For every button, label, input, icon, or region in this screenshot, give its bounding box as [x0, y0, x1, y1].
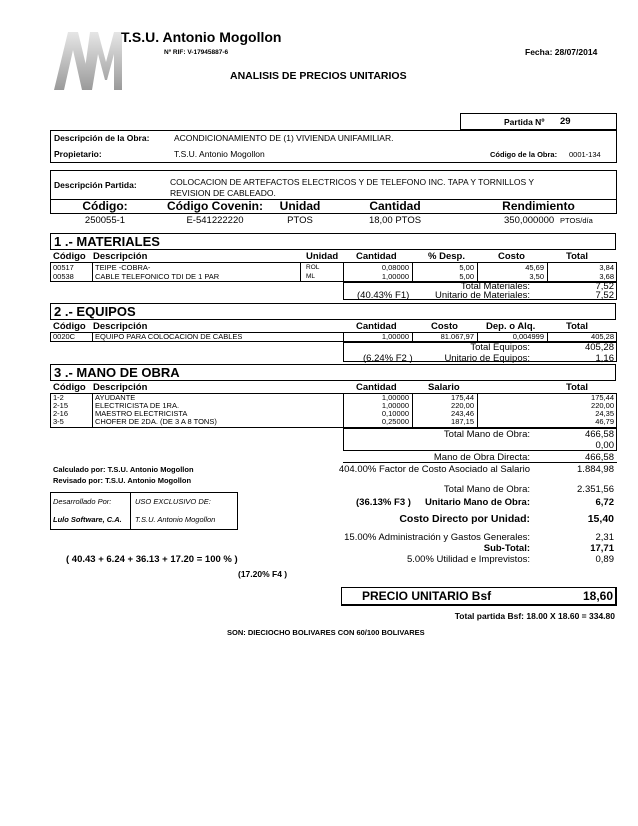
mat-cantidad: 0,08000: [381, 263, 409, 272]
desarrollado-por: Desarrollado Por:: [53, 497, 112, 506]
codigo-header: Código:: [82, 199, 128, 213]
mat-desp: 5,00: [459, 272, 474, 281]
costo-directo-label: Costo Directo por Unidad:: [399, 513, 530, 525]
mo-h-salario: Salario: [428, 382, 460, 393]
covenin-value: E-541222220: [186, 215, 244, 226]
son-amount-words: SON: DIECIOCHO BOLIVARES CON 60/100 BOLIVARES: [227, 628, 425, 637]
company-name: T.S.U. Antonio Mogollon: [121, 29, 282, 45]
uso-exclusivo: USO EXCLUSIVO DE:: [135, 497, 211, 506]
total-partida: Total partida Bsf: 18.00 X 18.60 = 334.80: [454, 611, 615, 621]
eq-cantidad: 1,00000: [381, 332, 409, 341]
eq-f2: (6.24% F2 ): [363, 353, 413, 364]
software-user: T.S.U. Antonio Mogollon: [135, 515, 216, 524]
mat-unitario-value: 7,52: [595, 290, 614, 301]
covenin-header: Código Covenin:: [167, 199, 263, 213]
utilidad-label: 5.00% Utilidad e Imprevistos:: [406, 554, 530, 565]
mat-descripcion: TEIPE -COBRA-: [95, 263, 151, 272]
mat-unidad: ROL: [306, 264, 320, 271]
partida-number: 29: [560, 116, 571, 127]
mat-codigo: 00538: [53, 272, 74, 281]
mat-total-label: Total Materiales:: [460, 281, 530, 292]
mo-cantidad: 1,00000: [381, 393, 409, 402]
mo-col-line: [477, 393, 478, 428]
mo-codigo: 1-2: [53, 393, 64, 402]
mo-cantidad: 0,10000: [381, 409, 409, 418]
mat-unidad: ML: [306, 273, 316, 280]
eq-h-costo: Costo: [431, 321, 458, 332]
descripcion-partida-line1: COLOCACION DE ARTEFACTOS ELECTRICOS Y DE TELEFONO INC. TAPA Y TORNILLOS Y: [170, 177, 535, 187]
rif-number: Nº RIF: V-17945887-6: [164, 49, 229, 56]
mo-h-descripcion: Descripción: [93, 382, 148, 393]
date: Fecha: 28/07/2014: [525, 47, 598, 57]
mat-h-total: Total: [566, 251, 588, 262]
mo-total: 24,35: [595, 409, 614, 418]
eq-unitario-label: Unitario de Equipos:: [444, 353, 530, 364]
mat-costo: 45,69: [525, 263, 544, 272]
mo-salario: 220,00: [451, 401, 474, 410]
mo-directa-value: 466,58: [584, 452, 614, 463]
cantidad-value: 18,00 PTOS: [368, 215, 422, 226]
descripcion-obra-label: Descripción de la Obra:: [54, 133, 150, 143]
rendimiento-value: 350,000000: [504, 215, 555, 226]
eq-costo: 81.067,97: [440, 332, 474, 341]
eq-total: 405,28: [591, 332, 614, 341]
mo-descripcion: AYUDANTE: [95, 393, 136, 402]
mat-total: 3,68: [599, 272, 614, 281]
mo-cantidad: 1,00000: [381, 401, 409, 410]
mo-total: 46,79: [595, 417, 614, 426]
mo-factor-value: 1.884,98: [577, 464, 614, 475]
eq-h-descripcion: Descripción: [93, 321, 148, 332]
mo-total2-label: Total Mano de Obra:: [443, 484, 530, 495]
revisado-por: Revisado por: T.S.U. Antonio Mogollon: [53, 476, 192, 485]
mat-codigo: 00517: [53, 263, 74, 272]
eq-total-value: 405,28: [584, 342, 614, 353]
propietario-label: Propietario:: [54, 149, 102, 159]
propietario: T.S.U. Antonio Mogollon: [174, 149, 265, 159]
materiales-section-title: 1 .- MATERIALES: [50, 233, 616, 250]
subtotal-label: Sub-Total:: [483, 543, 530, 554]
mo-h-codigo: Código: [53, 382, 86, 393]
mo-unitario-value: 6,72: [595, 497, 614, 508]
mo-total: 175,44: [591, 393, 614, 402]
mo-col-line: [92, 393, 93, 428]
document-title: ANALISIS DE PRECIOS UNITARIOS: [230, 70, 407, 82]
mo-descripcion: MAESTRO ELECTRICISTA: [95, 409, 188, 418]
utilidad-value: 0,89: [595, 554, 614, 565]
mat-total-value: 7,52: [595, 281, 614, 292]
mat-col-line: [92, 262, 93, 282]
mo-cantidad: 0,25000: [381, 417, 409, 426]
admin-label: 15.00% Administración y Gastos Generales:: [344, 532, 530, 543]
mo-f3: (36.13% F3 ): [356, 497, 411, 508]
mo-unitario-label: Unitario Mano de Obra:: [424, 497, 530, 508]
descripcion-partida-label: Descripción Partida:: [54, 180, 137, 190]
mo-h-cantidad: Cantidad: [356, 382, 397, 393]
mo-salario: 175,44: [451, 393, 474, 402]
subtotal-value: 17,71: [590, 543, 614, 554]
costo-directo-value: 15,40: [587, 513, 614, 525]
unidad-header: Unidad: [279, 199, 321, 213]
precio-unitario-value: 18,60: [582, 589, 613, 603]
mo-total2-value: 2.351,56: [577, 484, 614, 495]
eq-codigo: 0020C: [53, 332, 76, 341]
unidad-value: PTOS: [287, 215, 313, 226]
rendimiento-header: Rendimiento: [502, 199, 575, 213]
admin-value: 2,31: [595, 532, 614, 543]
lulo-software: Lulo Software, C.A.: [53, 515, 122, 524]
mo-salario: 243,46: [451, 409, 474, 418]
mo-codigo: 2-15: [53, 401, 69, 410]
mat-h-unidad: Unidad: [306, 251, 339, 262]
mo-total-value: 466,58: [584, 429, 614, 440]
rendimiento-unit: PTOS/día: [560, 216, 593, 225]
mo-descripcion: ELECTRICISTA DE 1RA.: [95, 401, 180, 410]
mo-codigo: 2-16: [53, 409, 69, 418]
mat-costo: 3,50: [529, 272, 544, 281]
eq-unitario-value: 1,16: [595, 353, 614, 364]
mat-h-desp: % Desp.: [428, 251, 465, 262]
f4: (17.20% F4 ): [238, 569, 288, 579]
eq-h-cantidad: Cantidad: [356, 321, 397, 332]
codigo-obra: 0001-134: [569, 150, 601, 159]
equipos-section-title: 2 .- EQUIPOS: [50, 303, 616, 320]
eq-total-label: Total Equipos:: [470, 342, 530, 353]
mo-descripcion: CHOFER DE 2DA. (DE 3 A 8 TONS): [95, 417, 217, 426]
eq-h-dep: Dep. o Alq.: [486, 321, 536, 332]
eq-col-line: [92, 332, 93, 342]
mat-unitario-label: Unitario de Materiales:: [434, 290, 530, 301]
descripcion-obra: ACONDICIONAMIENTO DE (1) VIVIENDA UNIFAMILIAR.: [174, 133, 394, 143]
mo-codigo: 3-5: [53, 417, 64, 426]
codigo-value: 250055-1: [84, 215, 126, 226]
mat-desp: 5,00: [459, 263, 474, 272]
partida-label: Partida Nº: [504, 117, 545, 127]
precio-unitario-label: PRECIO UNITARIO Bsf: [362, 589, 492, 603]
mo-total: 220,00: [591, 401, 614, 410]
eq-dep: 0,004999: [512, 332, 544, 341]
mo-h-total: Total: [566, 382, 588, 393]
mat-descripcion: CABLE TELEFONICO TDI DE 1 PAR: [95, 272, 220, 281]
mat-h-descripcion: Descripción: [93, 251, 148, 262]
cantidad-header: Cantidad: [369, 199, 421, 213]
mo-zero-value: 0,00: [595, 440, 614, 451]
codigo-obra-label: Código de la Obra:: [490, 150, 558, 159]
percent-formula: ( 40.43 + 6.24 + 36.13 + 17.20 = 100 % ): [66, 554, 238, 565]
mo-directa-label: Mano de Obra Directa:: [433, 452, 530, 463]
eq-h-codigo: Código: [53, 321, 86, 332]
mo-factor-label: 404.00% Factor de Costo Asociado al Salario: [338, 464, 530, 475]
company-logo: [52, 22, 124, 92]
mo-total-label: Total Mano de Obra:: [443, 429, 530, 440]
eq-descripcion: EQUIPO PARA COLOCACION DE CABLES: [95, 332, 243, 341]
mo-salario: 187,15: [451, 417, 474, 426]
mano-section-title: 3 .- MANO DE OBRA: [50, 364, 616, 381]
calculado-por: Calculado por: T.S.U. Antonio Mogollon: [53, 465, 194, 474]
mat-f1: (40.43% F1): [357, 290, 410, 301]
mat-total: 3,84: [599, 263, 614, 272]
software-divider: [130, 492, 131, 530]
mat-h-codigo: Código: [53, 251, 86, 262]
mat-cantidad: 1,00000: [381, 272, 409, 281]
descripcion-partida-line2: REVISION DE CABLEADO.: [170, 188, 276, 198]
mat-col-line: [300, 262, 301, 282]
mat-h-cantidad: Cantidad: [356, 251, 397, 262]
mat-h-costo: Costo: [498, 251, 525, 262]
eq-h-total: Total: [566, 321, 588, 332]
